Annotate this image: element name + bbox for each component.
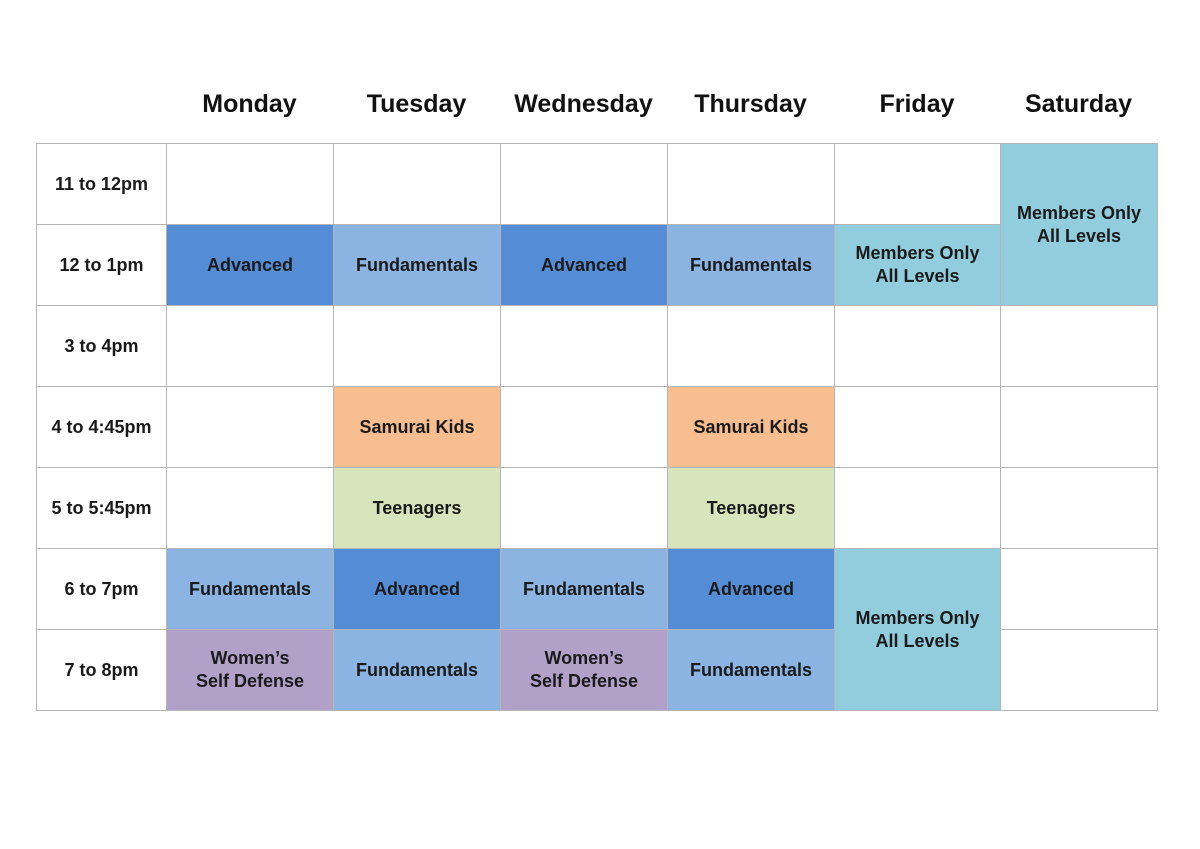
empty-cell bbox=[1001, 468, 1158, 549]
day-header-saturday: Saturday bbox=[1025, 90, 1132, 118]
empty-cell bbox=[668, 144, 835, 225]
empty-cell bbox=[501, 387, 668, 468]
class-label: Members Only All Levels bbox=[1016, 202, 1142, 246]
empty-cell bbox=[835, 144, 1001, 225]
class-label: Members Only All Levels bbox=[855, 607, 980, 651]
class-cell-advanced bbox=[334, 549, 501, 630]
class-label: Fundamentals bbox=[188, 578, 312, 599]
class-cell-samurai-kids bbox=[668, 387, 835, 468]
class-label: Advanced bbox=[373, 578, 461, 599]
table-row bbox=[37, 387, 1158, 468]
day-header-friday: Friday bbox=[879, 90, 955, 118]
class-label: Fundamentals bbox=[522, 578, 646, 599]
class-label: Fundamentals bbox=[689, 659, 813, 680]
class-label: Women’s Self Defense bbox=[195, 648, 305, 691]
empty-cell bbox=[334, 306, 501, 387]
empty-cell bbox=[167, 468, 334, 549]
class-cell-samurai-kids bbox=[334, 387, 501, 468]
table-row bbox=[37, 549, 1158, 630]
class-cell-members-only bbox=[835, 225, 1001, 306]
empty-cell bbox=[501, 306, 668, 387]
empty-cell bbox=[835, 306, 1001, 387]
class-cell-advanced bbox=[167, 225, 334, 306]
empty-cell bbox=[167, 144, 334, 225]
day-header-tuesday: Tuesday bbox=[366, 90, 467, 118]
time-slot-label: 4 to 4:45pm bbox=[37, 387, 167, 468]
class-cell-advanced bbox=[501, 225, 668, 306]
empty-cell bbox=[835, 387, 1001, 468]
empty-cell bbox=[1001, 630, 1158, 711]
class-cell-teenagers bbox=[668, 468, 835, 549]
time-slot-label: 5 to 5:45pm bbox=[37, 468, 167, 549]
time-slot-label: 12 to 1pm bbox=[37, 225, 167, 306]
time-slot-label: 11 to 12pm bbox=[37, 144, 167, 225]
class-cell-womens-self-defense bbox=[167, 630, 334, 711]
class-label: Fundamentals bbox=[689, 254, 813, 275]
empty-cell bbox=[1001, 549, 1158, 630]
schedule-table bbox=[36, 143, 1158, 711]
empty-cell bbox=[334, 144, 501, 225]
empty-cell bbox=[1001, 387, 1158, 468]
class-cell-members-only bbox=[1001, 144, 1158, 306]
class-cell-advanced bbox=[668, 549, 835, 630]
class-label: Fundamentals bbox=[355, 254, 479, 275]
class-label: Samurai Kids bbox=[693, 416, 809, 437]
class-label: Fundamentals bbox=[355, 659, 479, 680]
empty-cell bbox=[501, 468, 668, 549]
class-label: Members Only All Levels bbox=[855, 243, 980, 286]
class-cell-fundamentals bbox=[668, 630, 835, 711]
class-label: Advanced bbox=[206, 254, 294, 275]
class-cell-fundamentals bbox=[501, 549, 668, 630]
class-cell-fundamentals bbox=[167, 549, 334, 630]
time-slot-label: 6 to 7pm bbox=[37, 549, 167, 630]
empty-cell bbox=[501, 144, 668, 225]
table-row bbox=[37, 144, 1158, 225]
class-cell-members-only bbox=[835, 549, 1001, 711]
class-cell-fundamentals bbox=[668, 225, 835, 306]
table-row bbox=[37, 225, 1158, 306]
empty-cell bbox=[1001, 306, 1158, 387]
time-slot-label: 7 to 8pm bbox=[37, 630, 167, 711]
table-row bbox=[37, 468, 1158, 549]
class-label: Teenagers bbox=[706, 497, 796, 518]
class-cell-fundamentals bbox=[334, 225, 501, 306]
day-header-thursday: Thursday bbox=[694, 90, 807, 118]
class-label: Women’s Self Defense bbox=[529, 648, 639, 691]
day-header-monday: Monday bbox=[202, 90, 297, 118]
class-cell-womens-self-defense bbox=[501, 630, 668, 711]
empty-cell bbox=[835, 468, 1001, 549]
empty-cell bbox=[167, 387, 334, 468]
empty-cell bbox=[668, 306, 835, 387]
class-label: Teenagers bbox=[372, 497, 462, 518]
table-row bbox=[37, 306, 1158, 387]
day-header-wednesday: Wednesday bbox=[514, 90, 653, 118]
class-cell-fundamentals bbox=[334, 630, 501, 711]
empty-cell bbox=[167, 306, 334, 387]
class-label: Advanced bbox=[707, 578, 795, 599]
class-label: Samurai Kids bbox=[359, 416, 475, 437]
time-slot-label: 3 to 4pm bbox=[37, 306, 167, 387]
class-cell-teenagers bbox=[334, 468, 501, 549]
class-label: Advanced bbox=[540, 254, 628, 275]
